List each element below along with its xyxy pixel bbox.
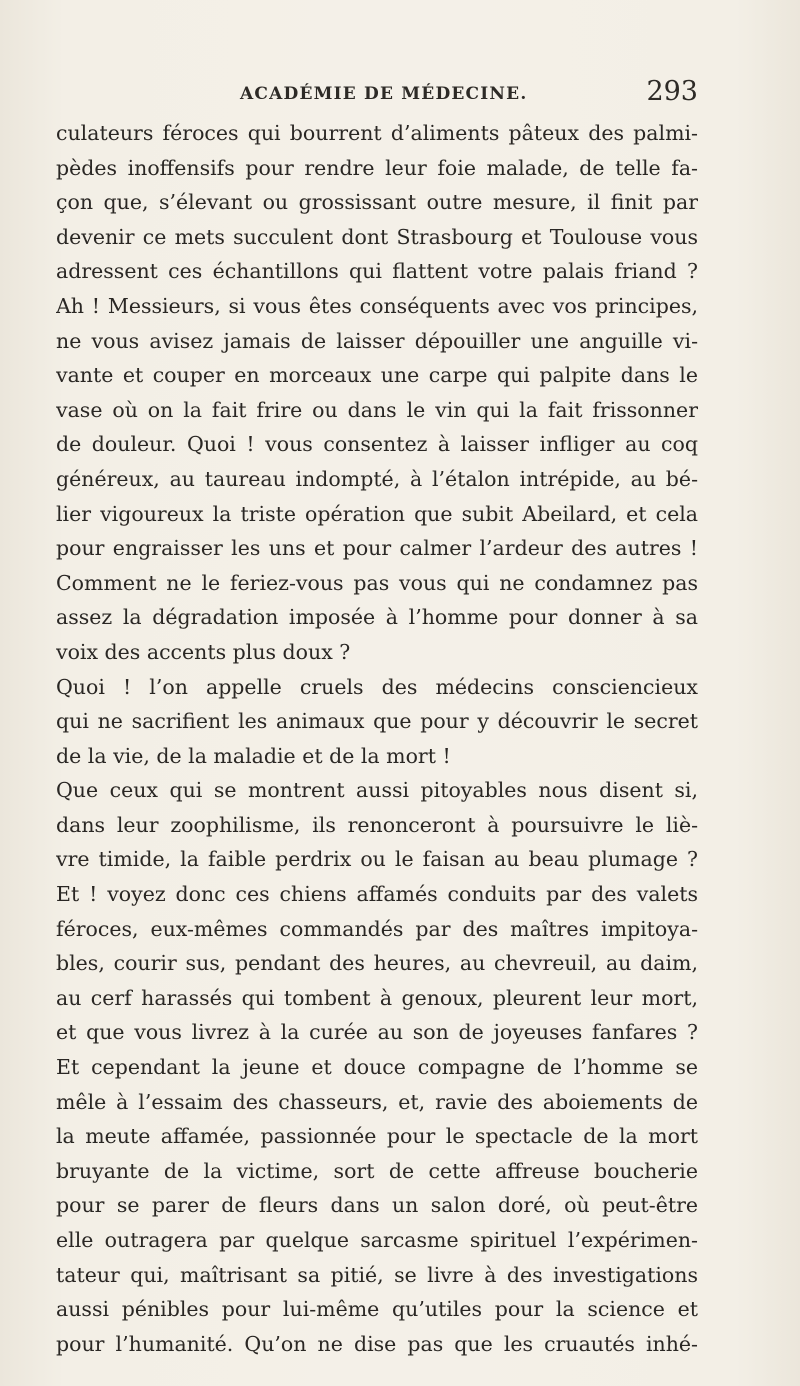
text-line: généreux, au taureau indompté, à l’étalon intrépide, au bé-	[56, 466, 698, 491]
text-line: de la vie, de la maladie et de la mort !	[56, 743, 451, 768]
text-line: bles, courir sus, pendant des heures, au chevreuil, au daim,	[56, 951, 698, 976]
text-line: qui ne sacrifient les animaux que pour y découvrir le secret	[56, 709, 698, 734]
text-line: aussi pénibles pour lui-même qu’utiles pour la science et	[56, 1297, 698, 1322]
text-line: ne vous avisez jamais de laisser dépouiller une anguille vi-	[56, 328, 698, 353]
text-line: féroces, eux-mêmes commandés par des maîtres impitoya-	[56, 916, 698, 941]
text-line: vase où on la fait frire ou dans le vin qui la fait frissonner	[56, 397, 698, 422]
text-line: et que vous livrez à la curée au son de joyeuses fanfares ?	[56, 1020, 698, 1045]
text-line: Quoi ! l’on appelle cruels des médecins consciencieux	[56, 674, 698, 699]
text-line: mêle à l’essaim des chasseurs, et, ravie des aboiements de	[56, 1089, 698, 1114]
text-line: de douleur. Quoi ! vous consentez à laisser infliger au coq	[56, 432, 698, 457]
text-line: culateurs féroces qui bourrent d’aliments pâteux des palmi-	[56, 121, 698, 145]
text-line: voix des accents plus doux ?	[56, 639, 351, 664]
text-line: vante et couper en morceaux une carpe qui palpite dans le	[56, 363, 698, 388]
text-line: dans leur zoophilisme, ils renonceront à poursuivre le liè-	[56, 812, 698, 837]
text-line: au cerf harassés qui tombent à genoux, pleurent leur mort,	[56, 985, 698, 1010]
text-line: pour l’humanité. Qu’on ne dise pas que les cruautés inhé-	[56, 1331, 698, 1356]
text-line: bruyante de la victime, sort de cette affreuse boucherie	[56, 1158, 698, 1183]
text-line: Ah ! Messieurs, si vous êtes conséquents avec vos principes,	[56, 293, 698, 318]
running-title: ACADÉMIE DE MÉDECINE.	[240, 84, 528, 104]
text-line: Que ceux qui se montrent aussi pitoyables nous disent si,	[56, 778, 698, 803]
text-line: tateur qui, maîtrisant sa pitié, se livre à des investigations	[56, 1262, 698, 1287]
text-line: Comment ne le feriez-vous pas vous qui ne condamnez pas	[56, 570, 698, 595]
text-line: la meute affamée, passionnée pour le spectacle de la mort	[56, 1124, 698, 1149]
text-line: lier vigoureux la triste opération que subit Abeilard, et cela	[56, 501, 698, 526]
text-line: Et ! voyez donc ces chiens affamés conduits par des valets	[56, 882, 698, 907]
text-line: Et cependant la jeune et douce compagne de l’homme se	[56, 1055, 698, 1080]
text-line: elle outragera par quelque sarcasme spirituel l’expérimen-	[56, 1228, 698, 1252]
text-line: adressent ces échantillons qui flattent votre palais friand ?	[56, 259, 698, 284]
text-line: pour engraisser les uns et pour calmer l’ardeur des autres !	[56, 536, 698, 561]
page-header	[56, 70, 698, 110]
text-line: çon que, s’élevant ou grossissant outre mesure, il finit par	[56, 190, 698, 215]
text-line: pour se parer de fleurs dans un salon doré, où peut-être	[56, 1193, 698, 1218]
text-line: vre timide, la faible perdrix ou le faisan au beau plumage ?	[56, 847, 698, 872]
text-line: pèdes inoffensifs pour rendre leur foie malade, de telle fa-	[56, 155, 698, 180]
text-line: assez la dégradation imposée à l’homme pour donner à sa	[56, 605, 698, 630]
body-text	[56, 116, 698, 1361]
page-number: 293	[646, 76, 698, 107]
text-line: devenir ce mets succulent dont Strasbourg et Toulouse vous	[56, 224, 698, 249]
